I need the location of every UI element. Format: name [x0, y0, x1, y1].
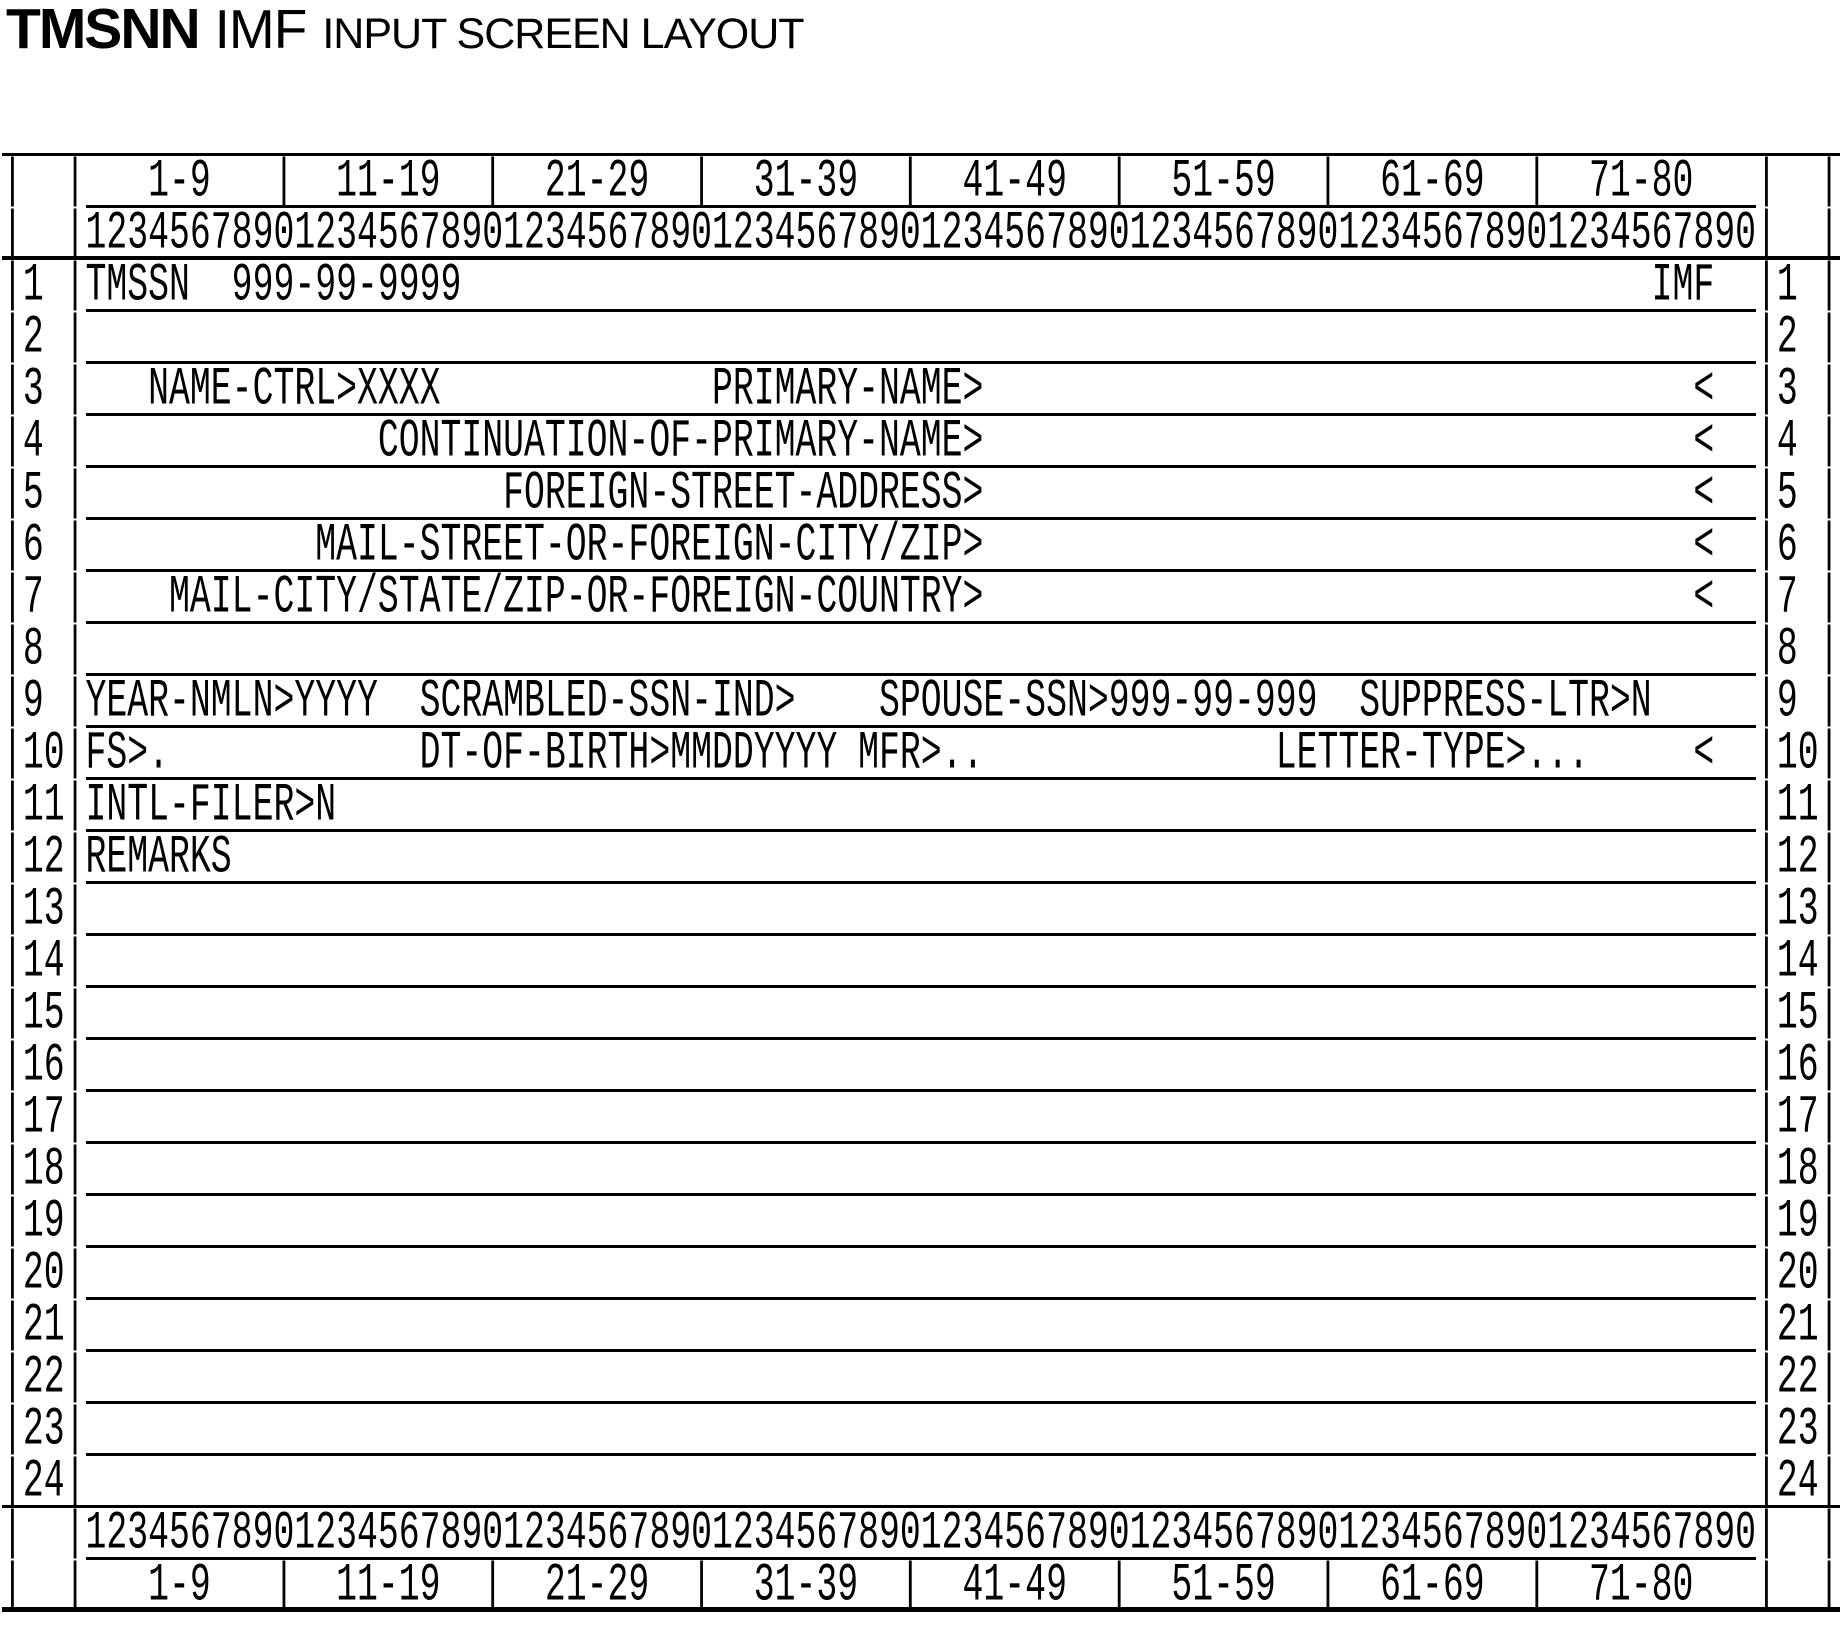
- row-number-right-text: |6 |: [1756, 516, 1840, 577]
- row-number-left-text: |24|: [2, 1452, 86, 1513]
- row-number-left-text: |16|: [2, 1036, 86, 1097]
- row-content-text: NAME-CTRL>XXXX PRIMARY-NAME> <: [85, 360, 1757, 421]
- page-title: [6, 0, 804, 61]
- row-content-text: FS>. DT-OF-BIRTH>MMDDYYYY MFR>.. LETTER-TYPE>... <: [85, 724, 1757, 785]
- row-number-right-text: |15|: [1756, 984, 1840, 1045]
- row-content-text: MAIL-STREET-OR-FOREIGN-CITY/ZIP> <: [85, 516, 1757, 577]
- column-header-row-bottom: [2, 1556, 1840, 1617]
- title-system: IMF: [214, 0, 307, 60]
- row-number-left-text: |6 |: [2, 516, 86, 577]
- column-ranges-text: 1-9 | 11-19 | 21-29 | 31-39 | 41-49 | 51-59 | 61-69 | 71-80: [85, 152, 1757, 213]
- row-number-right-text: |9 |: [1756, 672, 1840, 733]
- row-number-left-text: |20|: [2, 1244, 86, 1305]
- row-number-right-text: |16|: [1756, 1036, 1840, 1097]
- row-number-left-text: |23|: [2, 1400, 86, 1461]
- row-number-left-text: |21|: [2, 1296, 86, 1357]
- row-number-right-text: |21|: [1756, 1296, 1840, 1357]
- row-number-left-text: |15|: [2, 984, 86, 1045]
- row-number-left-text: |22|: [2, 1348, 86, 1409]
- row-number-left-text: |4 |: [2, 412, 86, 473]
- row-number-left-text: |14|: [2, 932, 86, 993]
- row-number-right-text: |22|: [1756, 1348, 1840, 1409]
- ruler-margin-right-text: | |: [1756, 1504, 1840, 1565]
- row-content-text: REMARKS: [85, 828, 1757, 889]
- header-margin-left-text: | |: [2, 1556, 86, 1617]
- header-margin-right: [1756, 1556, 1840, 1617]
- row-number-left-text: |1 |: [2, 256, 86, 317]
- header-margin-left-text: | |: [2, 152, 86, 213]
- row-number-left-text: |8 |: [2, 620, 86, 681]
- row-number-left-text: |13|: [2, 880, 86, 941]
- row-content-text: INTL-FILER>N: [85, 776, 1757, 837]
- row-number-left-text: |10|: [2, 724, 86, 785]
- header-margin-right-text: | |: [1756, 1556, 1840, 1617]
- row-number-left-text: |12|: [2, 828, 86, 889]
- row-number-right-text: |2 |: [1756, 308, 1840, 369]
- row-number-left-text: |9 |: [2, 672, 86, 733]
- row-number-right-text: |23|: [1756, 1400, 1840, 1461]
- row-number-left-text: |2 |: [2, 308, 86, 369]
- ruler-margin-right-text: | |: [1756, 204, 1840, 265]
- row-number-left-text: |18|: [2, 1140, 86, 1201]
- screen-layout-grid: [2, 152, 1840, 1617]
- row-number-left-text: |3 |: [2, 360, 86, 421]
- title-subtitle: INPUT SCREEN LAYOUT: [322, 10, 804, 58]
- ruler-margin-left-text: | |: [2, 1504, 86, 1565]
- row-number-left-text: |7 |: [2, 568, 86, 629]
- row-number-left-text: |5 |: [2, 464, 86, 525]
- row-number-right-text: |10|: [1756, 724, 1840, 785]
- row-content-text: MAIL-CITY/STATE/ZIP-OR-FOREIGN-COUNTRY> <: [85, 568, 1757, 629]
- row-number-right-text: |12|: [1756, 828, 1840, 889]
- row-number-right-text: |18|: [1756, 1140, 1840, 1201]
- row-number-right-text: |17|: [1756, 1088, 1840, 1149]
- title-product: TMSNN: [6, 0, 199, 61]
- row-content-text: FOREIGN-STREET-ADDRESS> <: [85, 464, 1757, 525]
- row-number-right-text: |1 |: [1756, 256, 1840, 317]
- row-number-left-text: |17|: [2, 1088, 86, 1149]
- row-number-right-text: |20|: [1756, 1244, 1840, 1305]
- row-number-right-text: |3 |: [1756, 360, 1840, 421]
- row-content-text: YEAR-NMLN>YYYY SCRAMBLED-SSN-IND> SPOUSE-SSN>999-99-999 SUPPRESS-LTR>N: [85, 672, 1757, 733]
- column-ranges-text: 1-9 | 11-19 | 21-29 | 31-39 | 41-49 | 51-59 | 61-69 | 71-80: [85, 1556, 1757, 1617]
- row-number-right-text: |4 |: [1756, 412, 1840, 473]
- header-margin-left: [2, 1556, 86, 1617]
- row-number-right-text: |5 |: [1756, 464, 1840, 525]
- column-ruler-text: 12345678901234567890123456789012345678901234567890123456789012345678901234567890: [85, 1504, 1757, 1565]
- row-content-text: TMSSN 999-99-9999 IMF: [85, 256, 1757, 317]
- row-number-right-text: |13|: [1756, 880, 1840, 941]
- row-number-right-text: |8 |: [1756, 620, 1840, 681]
- column-ranges: [85, 1556, 1757, 1617]
- row-number-right-text: |14|: [1756, 932, 1840, 993]
- row-number-left-text: |19|: [2, 1192, 86, 1253]
- row-content-text: CONTINUATION-OF-PRIMARY-NAME> <: [85, 412, 1757, 473]
- header-margin-right-text: | |: [1756, 152, 1840, 213]
- row-number-left-text: |11|: [2, 776, 86, 837]
- row-number-right-text: |7 |: [1756, 568, 1840, 629]
- ruler-margin-left-text: | |: [2, 204, 86, 265]
- row-number-right-text: |19|: [1756, 1192, 1840, 1253]
- row-number-right-text: |24|: [1756, 1452, 1840, 1513]
- row-number-right-text: |11|: [1756, 776, 1840, 837]
- column-ruler-text: 12345678901234567890123456789012345678901234567890123456789012345678901234567890: [85, 204, 1757, 265]
